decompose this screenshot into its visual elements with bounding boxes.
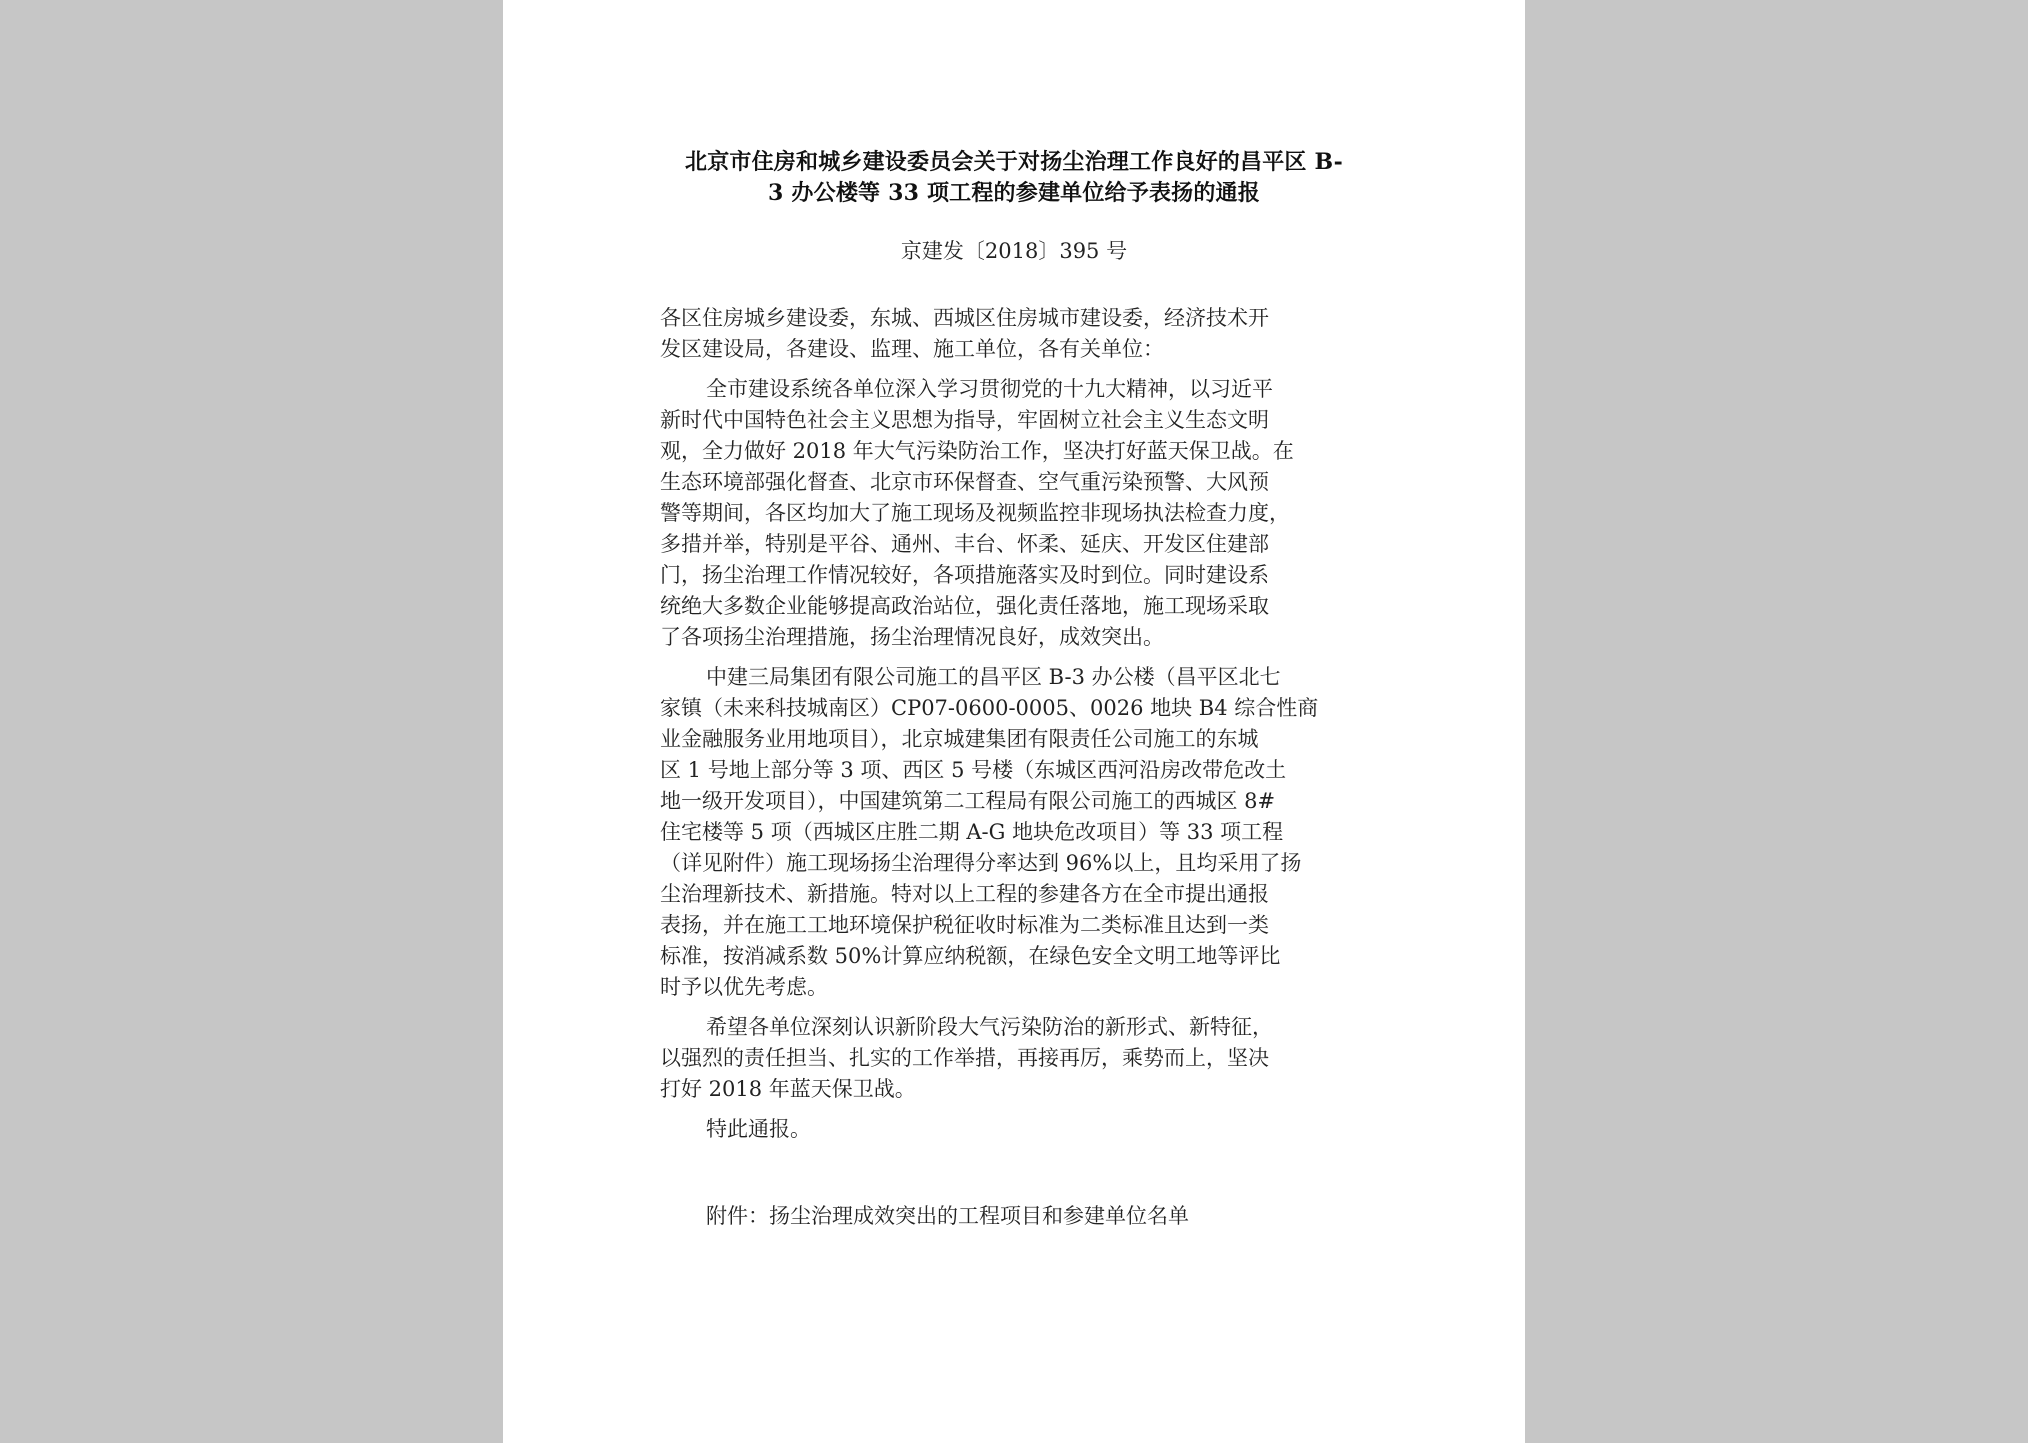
- paragraph-line: 中建三局集团有限公司施工的昌平区 B-3 办公楼（昌平区北七: [706, 665, 1281, 689]
- paragraph-line: 统绝大多数企业能够提高政治站位，强化责任落地，施工现场采取: [660, 594, 1269, 618]
- paragraph-line: 全市建设系统各单位深入学习贯彻党的十九大精神，以习近平: [706, 377, 1273, 401]
- paragraph-line: 打好 2018 年蓝天保卫战。: [660, 1077, 916, 1101]
- paragraph-1: [660, 374, 1385, 653]
- paragraph-line: 生态环境部强化督查、北京市环保督查、空气重污染预警、大风预: [660, 470, 1269, 494]
- addressee-line: 各区住房城乡建设委，东城、西城区住房城市建设委，经济技术开: [660, 306, 1269, 330]
- document-number: 京建发〔2018〕395 号: [900, 239, 1128, 263]
- paragraph-line: 地一级开发项目），中国建筑第二工程局有限公司施工的西城区 8#: [660, 789, 1276, 813]
- paragraph-line: 业金融服务业用地项目），北京城建集团有限责任公司施工的东城: [660, 727, 1259, 751]
- paragraph-line: （详见附件）施工现场扬尘治理得分率达到 96%以上，且均采用了扬: [660, 851, 1302, 875]
- paragraph-line: 表扬，并在施工工地环境保护税征收时标准为二类标准且达到一类: [660, 913, 1269, 937]
- paragraph-line: 门，扬尘治理工作情况较好，各项措施落实及时到位。同时建设系: [660, 563, 1269, 587]
- paragraph-line: 家镇（未来科技城南区）CP07-0600-0005、0026 地块 B4 综合性商: [660, 696, 1319, 720]
- closing: [660, 1114, 1385, 1145]
- paragraph-3: [660, 1012, 1385, 1105]
- document-body: [660, 303, 1385, 1145]
- title-line-1: 北京市住房和城乡建设委员会关于对扬尘治理工作良好的昌平区 B-: [685, 149, 1343, 175]
- paragraph-line: 住宅楼等 5 项（西城区庄胜二期 A-G 地块危改项目）等 33 项工程: [660, 820, 1284, 844]
- addressee-line: 发区建设局，各建设、监理、施工单位，各有关单位：: [660, 337, 1164, 361]
- paragraph-line: 观，全力做好 2018 年大气污染防治工作，坚决打好蓝天保卫战。在: [660, 439, 1294, 463]
- paragraph-line: 多措并举，特别是平谷、通州、丰台、怀柔、延庆、开发区住建部: [660, 532, 1269, 556]
- paragraph-line: 以强烈的责任担当、扎实的工作举措，再接再厉，乘势而上，坚决: [660, 1046, 1269, 1070]
- closing-line: 特此通报。: [706, 1117, 811, 1141]
- paragraph-line: 时予以优先考虑。: [660, 975, 828, 999]
- document-page: [503, 0, 1525, 1443]
- paragraph-line: 警等期间，各区均加大了施工现场及视频监控非现场执法检查力度，: [660, 501, 1290, 525]
- paragraph-line: 了各项扬尘治理措施，扬尘治理情况良好，成效突出。: [660, 625, 1164, 649]
- paragraph-line: 标准，按消减系数 50%计算应纳税额，在绿色安全文明工地等评比: [660, 944, 1281, 968]
- paragraph-line: 希望各单位深刻认识新阶段大气污染防治的新形式、新特征，: [706, 1015, 1273, 1039]
- paragraph-line: 区 1 号地上部分等 3 项、西区 5 号楼（东城区西河沿房改带危改土: [660, 758, 1287, 782]
- title-line-2: 3 办公楼等 33 项工程的参建单位给予表扬的通报: [768, 180, 1260, 206]
- attachment-note: 附件：扬尘治理成效突出的工程项目和参建单位名单: [706, 1204, 1189, 1228]
- document-title: [543, 147, 1485, 209]
- paragraph-line: 尘治理新技术、新措施。特对以上工程的参建各方在全市提出通报: [660, 882, 1269, 906]
- addressee: [660, 303, 1385, 365]
- paragraph-2: [660, 662, 1385, 1003]
- paragraph-line: 新时代中国特色社会主义思想为指导，牢固树立社会主义生态文明: [660, 408, 1269, 432]
